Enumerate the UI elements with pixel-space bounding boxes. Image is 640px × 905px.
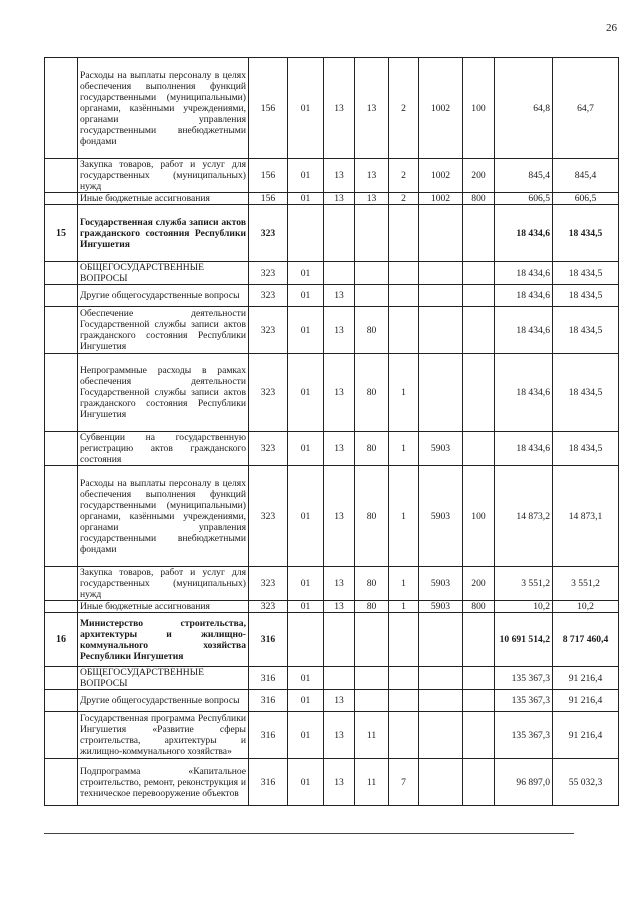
ved-code-cell: 323 [249,567,288,601]
row-number-cell [45,432,78,466]
amount-year2-cell: 91 216,4 [553,667,619,690]
page-number: 26 [606,22,617,34]
subprogram-code-cell [389,262,419,285]
table-row [45,712,619,759]
expense-type-code-cell: 100 [463,466,495,567]
direction-code-cell [419,262,463,285]
expense-type-code-cell [463,759,495,806]
subsection-code-cell: 13 [324,466,355,567]
amount-year1-cell: 845,4 [495,159,553,193]
program-code-cell: 80 [355,601,389,613]
expense-type-code-cell [463,354,495,432]
subprogram-code-cell [389,712,419,759]
section-code-cell: 01 [288,307,324,354]
expense-type-code-cell: 100 [463,58,495,159]
program-code-cell: 80 [355,567,389,601]
ved-code-cell: 323 [249,601,288,613]
subprogram-code-cell [389,307,419,354]
item-name-cell: Министерство строительства, архитектуры и жилищно-коммунального хозяйства Республики Ингушетия [78,613,249,667]
amount-year1-cell: 18 434,6 [495,285,553,307]
direction-code-cell [419,205,463,262]
subsection-code-cell [324,613,355,667]
subprogram-code-cell: 1 [389,601,419,613]
program-code-cell [355,262,389,285]
ved-code-cell: 316 [249,667,288,690]
section-code-cell: 01 [288,759,324,806]
table-row [45,205,619,262]
subsection-code-cell: 13 [324,432,355,466]
row-number-cell [45,354,78,432]
expense-type-code-cell: 200 [463,567,495,601]
table-row [45,690,619,712]
table-row [45,567,619,601]
program-code-cell: 13 [355,58,389,159]
item-name-cell: Обеспечение деятельности Государственной службы записи актов гражданского состояния Республики Ингушетия [78,307,249,354]
table-row [45,262,619,285]
ved-code-cell: 323 [249,432,288,466]
direction-code-cell [419,759,463,806]
expense-type-code-cell: 800 [463,193,495,205]
ved-code-cell: 316 [249,690,288,712]
subsection-code-cell: 13 [324,690,355,712]
subprogram-code-cell: 2 [389,159,419,193]
ved-code-cell: 156 [249,58,288,159]
amount-year1-cell: 3 551,2 [495,567,553,601]
subprogram-code-cell [389,205,419,262]
direction-code-cell [419,667,463,690]
direction-code-cell: 5903 [419,601,463,613]
amount-year1-cell: 18 434,6 [495,354,553,432]
program-code-cell: 13 [355,159,389,193]
subsection-code-cell: 13 [324,712,355,759]
amount-year2-cell: 64,7 [553,58,619,159]
program-code-cell: 11 [355,712,389,759]
direction-code-cell [419,712,463,759]
program-code-cell [355,690,389,712]
ved-code-cell: 316 [249,613,288,667]
amount-year2-cell: 606,5 [553,193,619,205]
program-code-cell: 80 [355,432,389,466]
subprogram-code-cell: 1 [389,432,419,466]
row-number-cell [45,759,78,806]
row-number-cell [45,58,78,159]
item-name-cell: Государственная служба записи актов гражданского состояния Республики Ингушетия [78,205,249,262]
direction-code-cell [419,613,463,667]
item-name-cell: Расходы на выплаты персоналу в целях обеспечения выполнения функций государственными (муниципальными) органами, казёнными учреждениями, органами управления государственными внебюджетными фондами [78,466,249,567]
amount-year2-cell: 18 434,5 [553,285,619,307]
subsection-code-cell: 13 [324,58,355,159]
section-code-cell: 01 [288,667,324,690]
amount-year1-cell: 96 897,0 [495,759,553,806]
table-row [45,432,619,466]
section-code-cell: 01 [288,601,324,613]
program-code-cell [355,667,389,690]
subprogram-code-cell: 1 [389,354,419,432]
row-number-cell [45,601,78,613]
direction-code-cell: 1002 [419,159,463,193]
subsection-code-cell: 13 [324,759,355,806]
ved-code-cell: 323 [249,307,288,354]
amount-year1-cell: 135 367,3 [495,712,553,759]
item-name-cell: Иные бюджетные ассигнования [78,193,249,205]
program-code-cell [355,285,389,307]
direction-code-cell: 5903 [419,567,463,601]
subsection-code-cell [324,205,355,262]
expense-type-code-cell: 200 [463,159,495,193]
subprogram-code-cell [389,285,419,307]
ved-code-cell: 156 [249,159,288,193]
budget-table [44,57,619,806]
section-code-cell [288,613,324,667]
expense-type-code-cell [463,667,495,690]
section-code-cell: 01 [288,712,324,759]
expense-type-code-cell [463,307,495,354]
item-name-cell: Закупка товаров, работ и услуг для государственных (муниципальных) нужд [78,159,249,193]
section-code-cell: 01 [288,567,324,601]
section-code-cell: 01 [288,159,324,193]
amount-year2-cell: 14 873,1 [553,466,619,567]
subprogram-code-cell: 2 [389,193,419,205]
table-row [45,613,619,667]
direction-code-cell: 1002 [419,58,463,159]
amount-year2-cell: 18 434,5 [553,307,619,354]
subsection-code-cell: 13 [324,307,355,354]
amount-year2-cell: 18 434,5 [553,262,619,285]
amount-year2-cell: 18 434,5 [553,205,619,262]
item-name-cell: Другие общегосударственные вопросы [78,690,249,712]
program-code-cell: 13 [355,193,389,205]
subsection-code-cell: 13 [324,601,355,613]
subprogram-code-cell: 7 [389,759,419,806]
item-name-cell: Подпрограмма «Капитальное строительство, ремонт, реконструкция и техническое перевооружение объектов [78,759,249,806]
table-row [45,193,619,205]
expense-type-code-cell [463,432,495,466]
subsection-code-cell: 13 [324,193,355,205]
expense-type-code-cell: 800 [463,601,495,613]
amount-year1-cell: 18 434,6 [495,262,553,285]
direction-code-cell: 5903 [419,432,463,466]
subprogram-code-cell [389,690,419,712]
ved-code-cell: 316 [249,759,288,806]
amount-year1-cell: 18 434,6 [495,432,553,466]
table-row [45,285,619,307]
section-code-cell [288,205,324,262]
table-row [45,307,619,354]
subsection-code-cell [324,667,355,690]
direction-code-cell: 1002 [419,193,463,205]
subsection-code-cell: 13 [324,567,355,601]
row-number-cell [45,712,78,759]
item-name-cell: Другие общегосударственные вопросы [78,285,249,307]
amount-year2-cell: 10,2 [553,601,619,613]
row-number-cell: 16 [45,613,78,667]
item-name-cell: Закупка товаров, работ и услуг для государственных (муниципальных) нужд [78,567,249,601]
row-number-cell: 15 [45,205,78,262]
row-number-cell [45,159,78,193]
table-row [45,58,619,159]
item-name-cell: Расходы на выплаты персоналу в целях обеспечения выполнения функций государственными (муниципальными) органами, казёнными учреждениями, органами управления государственными внебюджетными фондами [78,58,249,159]
ved-code-cell: 323 [249,205,288,262]
expense-type-code-cell [463,712,495,759]
subprogram-code-cell: 2 [389,58,419,159]
program-code-cell: 80 [355,354,389,432]
table-row [45,759,619,806]
subprogram-code-cell: 1 [389,567,419,601]
amount-year1-cell: 18 434,6 [495,205,553,262]
subprogram-code-cell [389,667,419,690]
row-number-cell [45,567,78,601]
direction-code-cell [419,690,463,712]
page-bottom-rule [44,833,574,834]
subsection-code-cell: 13 [324,285,355,307]
subsection-code-cell: 13 [324,159,355,193]
item-name-cell: ОБЩЕГОСУДАРСТВЕННЫЕ ВОПРОСЫ [78,262,249,285]
amount-year1-cell: 18 434,6 [495,307,553,354]
amount-year2-cell: 18 434,5 [553,432,619,466]
section-code-cell: 01 [288,285,324,307]
direction-code-cell: 5903 [419,466,463,567]
section-code-cell: 01 [288,58,324,159]
table-row [45,601,619,613]
row-number-cell [45,466,78,567]
expense-type-code-cell [463,205,495,262]
ved-code-cell: 323 [249,354,288,432]
table-row [45,354,619,432]
program-code-cell [355,613,389,667]
item-name-cell: ОБЩЕГОСУДАРСТВЕННЫЕ ВОПРОСЫ [78,667,249,690]
amount-year2-cell: 91 216,4 [553,712,619,759]
subsection-code-cell: 13 [324,354,355,432]
amount-year2-cell: 55 032,3 [553,759,619,806]
expense-type-code-cell [463,613,495,667]
row-number-cell [45,262,78,285]
direction-code-cell [419,307,463,354]
section-code-cell: 01 [288,432,324,466]
section-code-cell: 01 [288,690,324,712]
subsection-code-cell [324,262,355,285]
item-name-cell: Непрограммные расходы в рамках обеспечения деятельности Государственной службы записи актов гражданского состояния Республики Ингушетия [78,354,249,432]
expense-type-code-cell [463,690,495,712]
expense-type-code-cell [463,262,495,285]
program-code-cell [355,205,389,262]
ved-code-cell: 323 [249,466,288,567]
section-code-cell: 01 [288,466,324,567]
program-code-cell: 11 [355,759,389,806]
amount-year2-cell: 91 216,4 [553,690,619,712]
amount-year1-cell: 10,2 [495,601,553,613]
amount-year1-cell: 135 367,3 [495,667,553,690]
row-number-cell [45,285,78,307]
ved-code-cell: 156 [249,193,288,205]
program-code-cell: 80 [355,307,389,354]
amount-year1-cell: 10 691 514,2 [495,613,553,667]
ved-code-cell: 323 [249,262,288,285]
ved-code-cell: 316 [249,712,288,759]
subprogram-code-cell: 1 [389,466,419,567]
amount-year1-cell: 606,5 [495,193,553,205]
amount-year2-cell: 8 717 460,4 [553,613,619,667]
subprogram-code-cell [389,613,419,667]
section-code-cell: 01 [288,262,324,285]
amount-year1-cell: 64,8 [495,58,553,159]
ved-code-cell: 323 [249,285,288,307]
direction-code-cell [419,285,463,307]
direction-code-cell [419,354,463,432]
row-number-cell [45,667,78,690]
row-number-cell [45,193,78,205]
amount-year1-cell: 135 367,3 [495,690,553,712]
row-number-cell [45,690,78,712]
table-row [45,466,619,567]
section-code-cell: 01 [288,354,324,432]
amount-year1-cell: 14 873,2 [495,466,553,567]
amount-year2-cell: 845,4 [553,159,619,193]
row-number-cell [45,307,78,354]
amount-year2-cell: 3 551,2 [553,567,619,601]
section-code-cell: 01 [288,193,324,205]
table-row [45,159,619,193]
item-name-cell: Иные бюджетные ассигнования [78,601,249,613]
table-row [45,667,619,690]
amount-year2-cell: 18 434,5 [553,354,619,432]
item-name-cell: Субвенции на государственную регистрацию актов гражданского состояния [78,432,249,466]
item-name-cell: Государственная программа Республики Ингушетия «Развитие сферы строительства, архитектуры и жилищно-коммунального хозяйства» [78,712,249,759]
expense-type-code-cell [463,285,495,307]
program-code-cell: 80 [355,466,389,567]
